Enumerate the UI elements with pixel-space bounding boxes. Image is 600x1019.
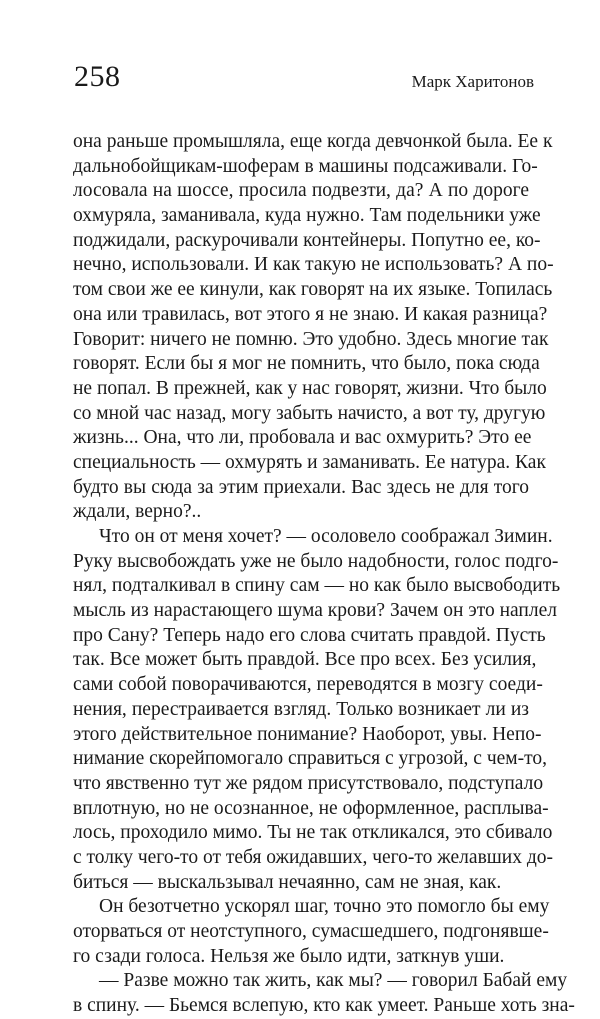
text-line: нял, подталкивал в спину сам — но как было высвободить [73, 575, 561, 597]
body-text [73, 130, 575, 1019]
text-line: не попал. В прежней, как у нас говорят, жизни. Что было [73, 377, 547, 399]
text-line: том свои же ее кинули, как говорят на их языке. Топилась [73, 279, 553, 301]
text-line: лосовала на шоссе, просила подвезти, да? А по дороге [73, 180, 529, 202]
page-number: 258 [74, 60, 121, 93]
text-line: жизнь... Она, что ли, пробовала и вас охмурить? Это ее [73, 427, 532, 449]
text-line: мысль из нарастающего шума крови? Зачем он это наплел [73, 600, 557, 622]
text-line: со мной час назад, могу забыть начисто, а вот ту, другую [73, 402, 546, 424]
text-line: нения, перестраивается взгляд. Только возникает ли из [73, 698, 529, 720]
text-line: говорят. Если бы я мог не помнить, что было, пока сюда [73, 353, 540, 375]
text-line: дальнобойщикам-шоферам в машины подсаживали. Го- [73, 155, 538, 177]
paragraph-start-line: Он безотчетно ускорял шаг, точно это помогло бы ему [99, 896, 550, 918]
text-line: так. Все может быть правдой. Все про всех. Без усилия, [73, 649, 537, 671]
running-title: Марк Харитонов [411, 72, 534, 91]
text-line: будто вы сюда за этим приехали. Вас здесь не для того [73, 476, 529, 498]
text-line: Руку высвобождать уже не было надобности, голос подго- [73, 550, 559, 572]
paragraph-end-line: ждали, верно?.. [73, 501, 202, 523]
text-line: этого действительное понимание? Наоборот, увы. Непо- [73, 723, 542, 745]
paragraph-end-line: биться — выскальзывал нечаянно, сам не зная, как. [73, 871, 502, 893]
text-line: с толку чего-то от тебя ожидавших, чего-то желавших до- [73, 846, 554, 868]
paragraph-start-line: — Разве можно так жить, как мы? — говорил Бабай ему [99, 970, 568, 992]
text-line: нимание скорейпомогало справиться с угрозой, с чем-то, [73, 748, 548, 770]
text-line: в спину. — Бьемся вслепую, кто как умеет. Раньше хоть зна- [73, 995, 575, 1017]
text-line: поджидали, раскурочивали контейнеры. Попутно ее, ко- [73, 229, 541, 251]
text-line: она или травилась, вот этого я не знаю. И какая разница? [73, 303, 548, 325]
text-line: специальность — охмурять и заманивать. Ее натура. Как [73, 451, 546, 473]
paragraph-end-line: го сзади голоса. Нельзя же было идти, заткнув уши. [73, 945, 505, 967]
text-line: оторваться от неотступного, сумасшедшего, подгонявше- [73, 921, 549, 942]
text-line: она раньше промышляла, еще когда девчонкой была. Ее к [73, 131, 553, 152]
text-line: нечно, использовали. И как такую не использовать? А по- [73, 254, 554, 276]
text-line: Говорит: ничего не помню. Это удобно. Здесь многие так [73, 328, 549, 350]
text-line: охмуряла, заманивала, куда нужно. Там подельники уже [73, 205, 541, 227]
text-line: сами собой поворачиваются, переводятся в мозгу соеди- [73, 674, 543, 696]
paragraph-start-line: Что он от меня хочет? — осоловело соображал Зимин. [99, 526, 553, 547]
text-line: лось, проходило мимо. Ты не так откликался, это сбивало [73, 822, 553, 844]
text-line: вплотную, но не осознанное, не оформленное, расплыва- [73, 797, 549, 819]
text-line: про Сану? Теперь надо его слова считать правдой. Пусть [73, 624, 546, 646]
text-line: что явственно тут же рядом присутствовало, подступало [73, 772, 544, 794]
